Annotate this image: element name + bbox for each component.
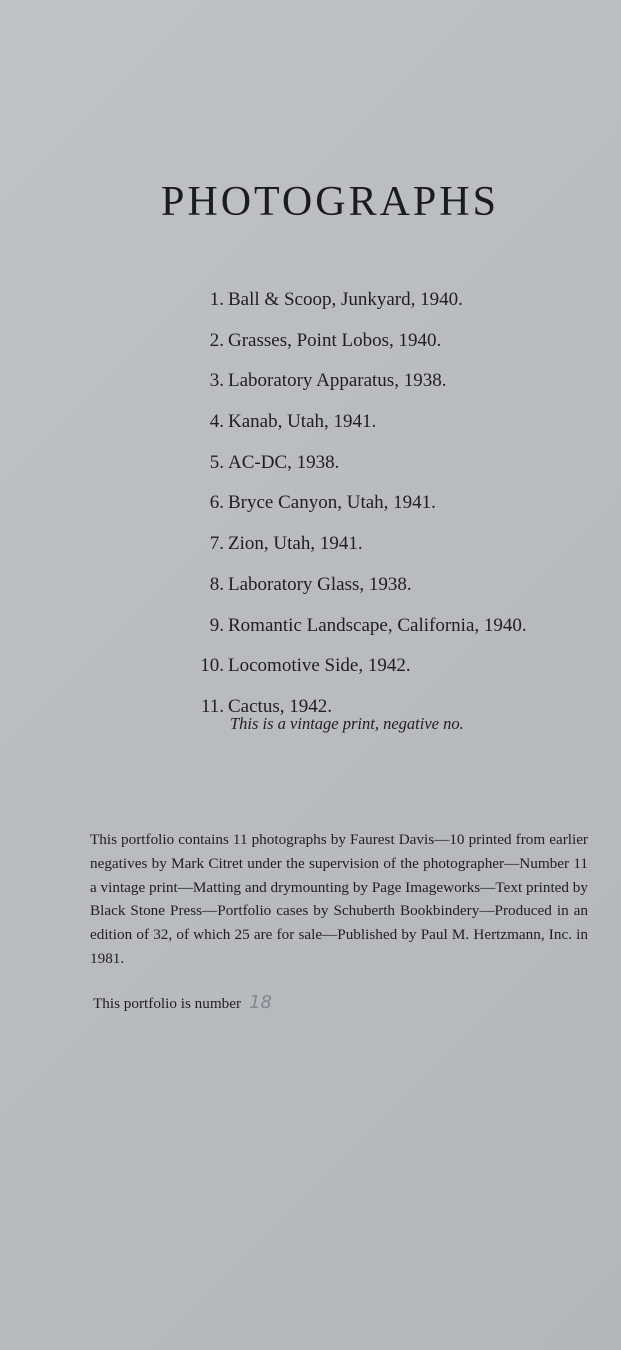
item-title: AC-DC, 1938. (228, 451, 340, 473)
list-item (190, 573, 610, 614)
item-number: 1. (209, 289, 224, 310)
item-number: 2. (209, 329, 224, 351)
item-title: Romantic Landscape, California, 1940. (228, 614, 527, 636)
list-item (190, 491, 610, 532)
portfolio-number-label: This portfolio is number (93, 995, 242, 1012)
photograph-list (190, 288, 610, 736)
item-number: 4. (209, 411, 224, 433)
item-number: 9. (209, 614, 224, 636)
item-number: 10. (200, 655, 224, 677)
colophon-paragraph: This portfolio contains 11 photographs by Faurest Davis—10 printed from earlier negatives by Mark Citret under the supervision of the photographer—Number 11 a vintage print—Matting and drymounting by Page Imageworks—Text printed by Black Stone Press—Portfolio cases by Schuberth Bookbindery—Produced in an edition of 32, of which 25 are for sale—Published by Paul M. Hertzmann, Inc. in 1981. (90, 831, 588, 967)
item-number: 6. (209, 492, 224, 514)
item-title: Bryce Canyon, Utah, 1941. (228, 492, 436, 514)
item-title: Zion, Utah, 1941. (228, 533, 363, 555)
item-title: Laboratory Glass, 1938. (228, 573, 412, 595)
list-item (190, 410, 610, 451)
item-title: Grasses, Point Lobos, 1940. (228, 329, 442, 351)
item-number: 11. (200, 695, 224, 717)
item-number: 5. (209, 451, 224, 473)
list-item (190, 288, 610, 329)
item-number: 3. (209, 370, 224, 392)
item-number: 7. (209, 533, 224, 555)
item-number: 8. (209, 573, 224, 595)
portfolio-number-line (93, 992, 272, 1013)
page-title: PHOTOGRAPHS (161, 179, 499, 225)
list-item (190, 614, 610, 655)
handwritten-portfolio-number: 18 (249, 992, 272, 1013)
list-item (190, 532, 610, 573)
list-item (190, 369, 610, 410)
item-title: Kanab, Utah, 1941. (228, 411, 377, 433)
list-item (190, 451, 610, 492)
item-title: Laboratory Apparatus, 1938. (228, 370, 447, 392)
list-item (190, 654, 610, 695)
list-item (190, 329, 610, 370)
item-title: Ball & Scoop, Junkyard, 1940. (228, 289, 463, 310)
item-title: Cactus, 1942. (228, 695, 332, 717)
vintage-print-note: This is a vintage print, negative no. (230, 714, 464, 733)
item-title: Locomotive Side, 1942. (228, 655, 411, 677)
